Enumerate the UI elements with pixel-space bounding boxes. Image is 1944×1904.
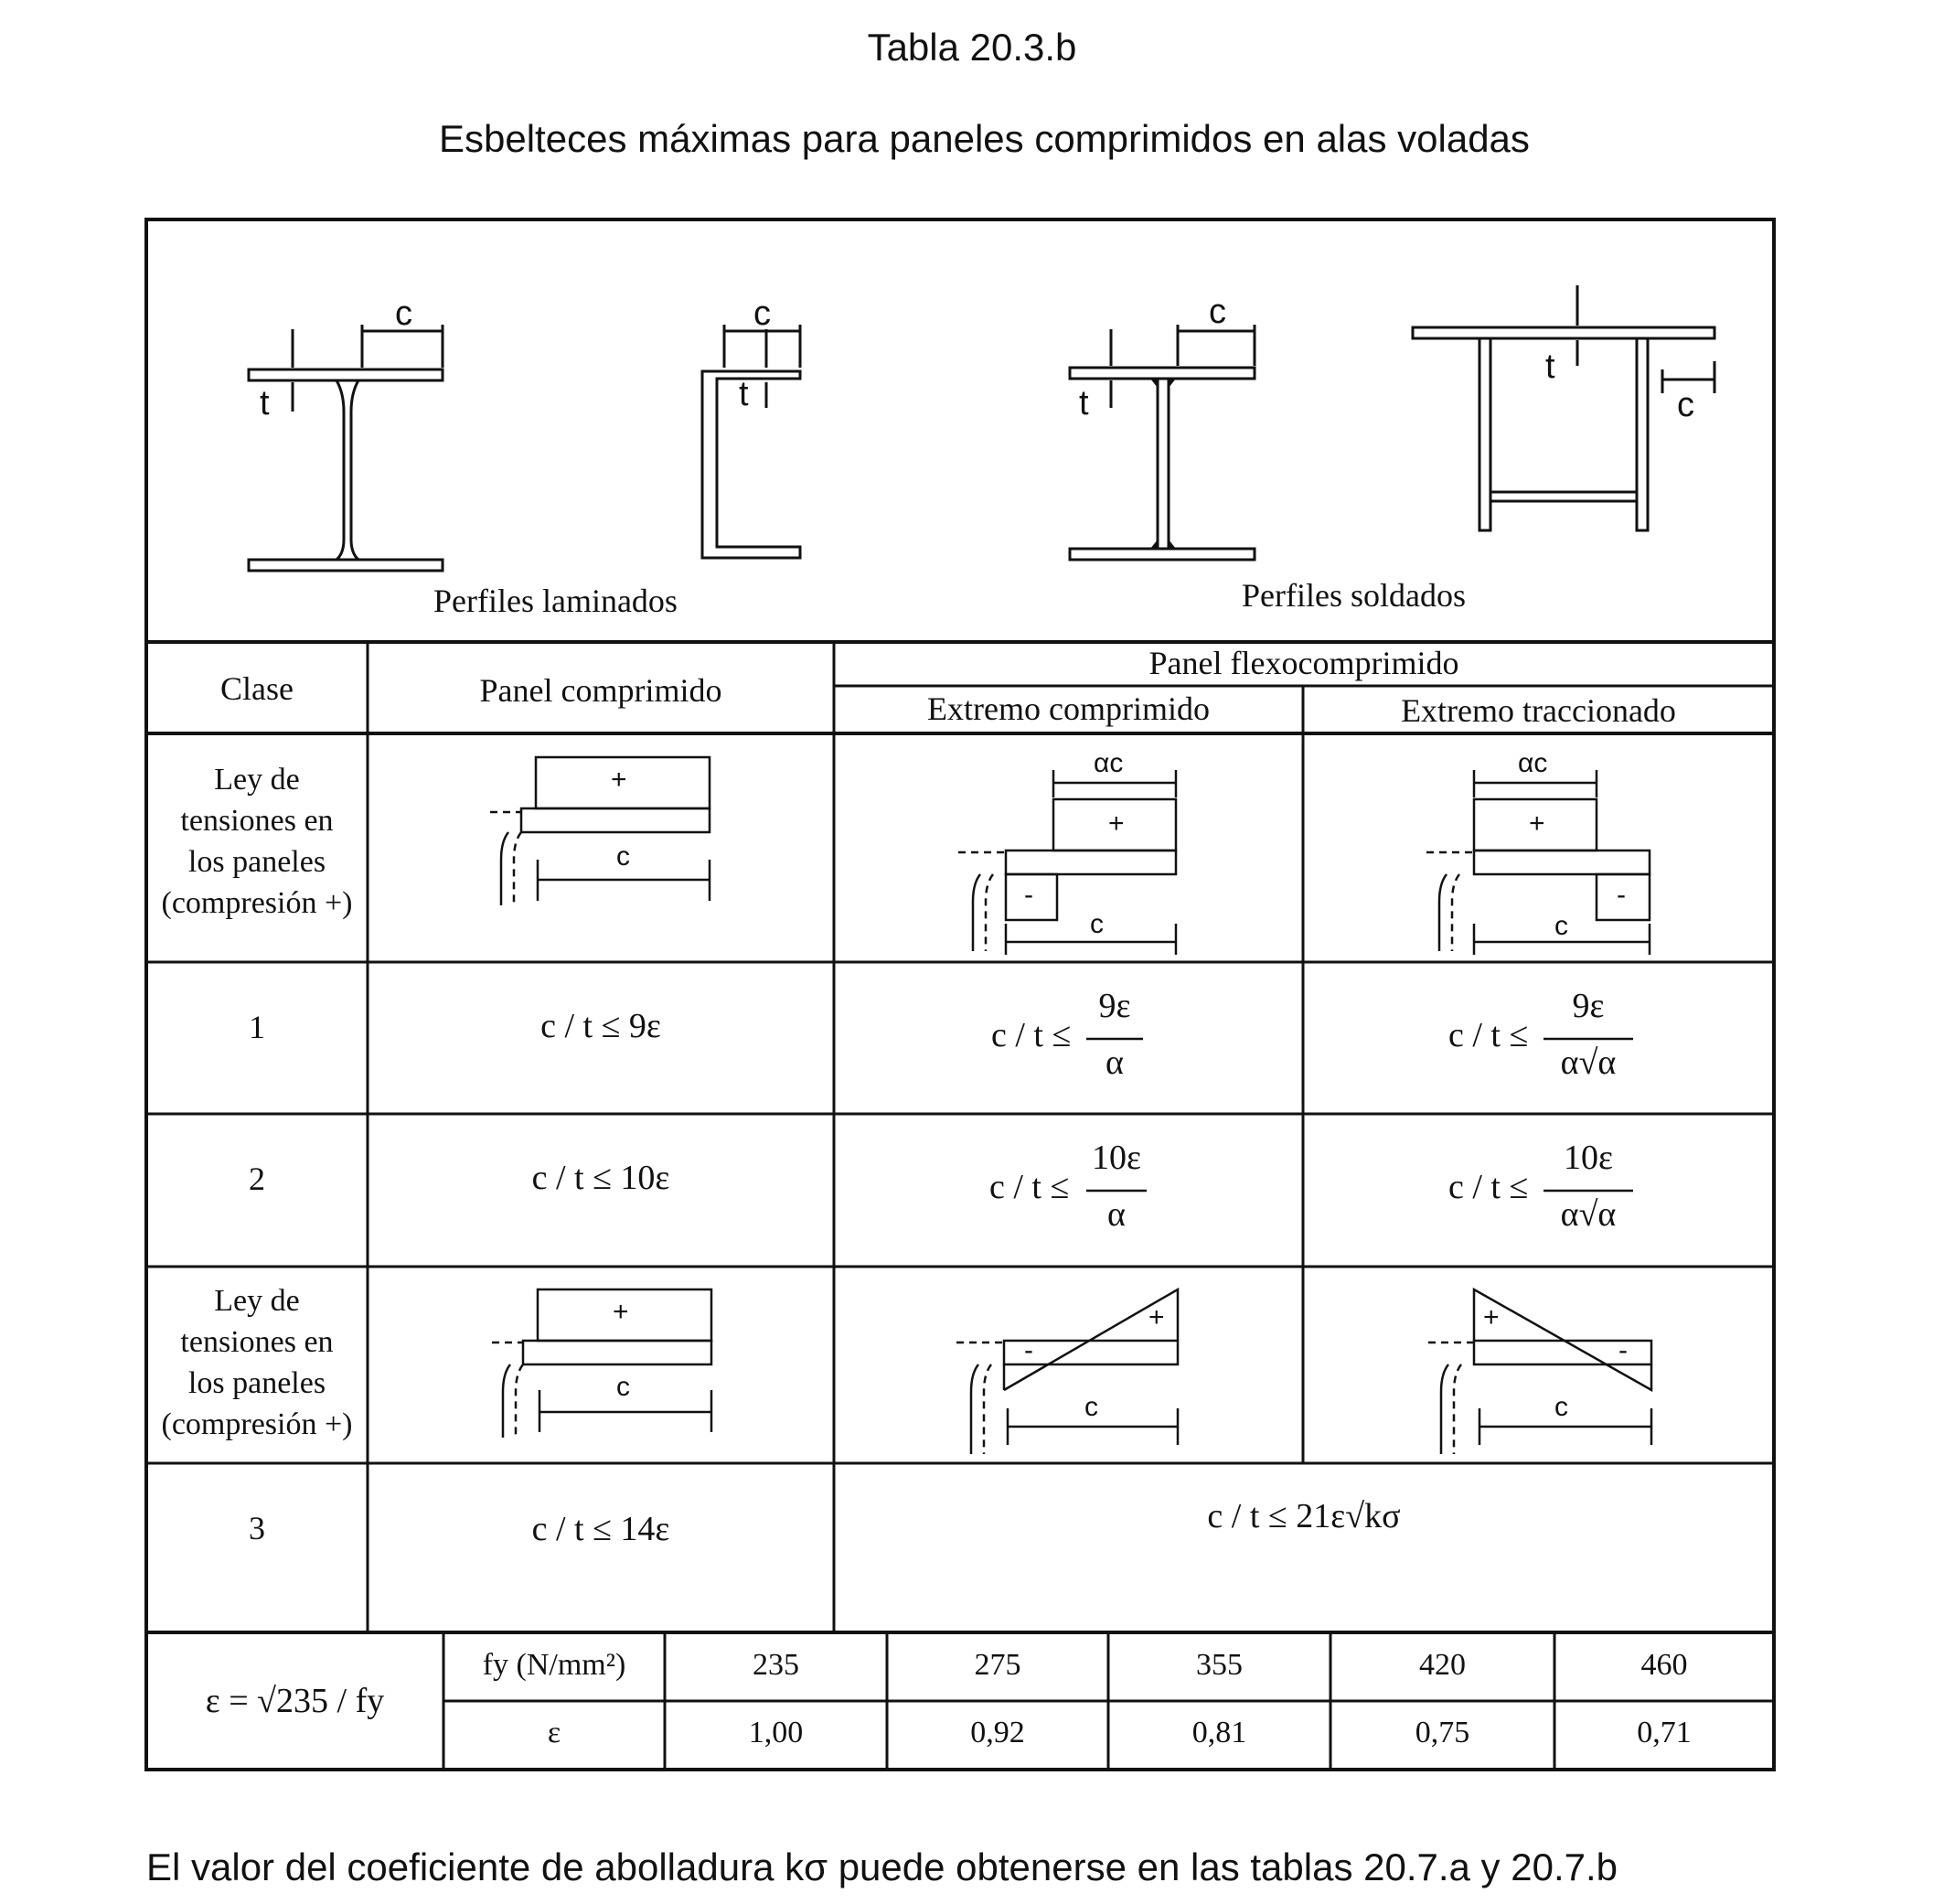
header-panel-flexocomprimido: Panel flexocomprimido [1148, 645, 1459, 681]
dim-c-label: c [753, 294, 771, 333]
fy-value: 235 [753, 1648, 799, 1682]
dim-c-label: c [1554, 911, 1568, 941]
epsilon-value: 0,71 [1637, 1716, 1692, 1749]
stress-diagram-compressed-2 [492, 1289, 711, 1438]
ext-trac-numerator-2: 10ε [1564, 1139, 1613, 1177]
minus-mark: - [1024, 880, 1033, 910]
plus-mark: + [1483, 1302, 1500, 1332]
epsilon-value: 0,81 [1191, 1716, 1247, 1749]
welded-i-profile [1070, 325, 1255, 560]
limit-flexo-3: c / t ≤ 21ε√kσ [1207, 1497, 1401, 1535]
dim-c-label: c [1084, 1392, 1098, 1422]
dim-t-label: t [1545, 348, 1555, 386]
ext-trac-numerator-1: 9ε [1572, 987, 1605, 1025]
dim-c-label: c [616, 1372, 630, 1402]
stress-diagram-ext-trac-2 [1428, 1289, 1651, 1454]
plus-mark: + [1108, 808, 1125, 839]
limit-lhs: c / t ≤ [1448, 1016, 1529, 1054]
stress-diagram-ext-comp-2 [956, 1289, 1178, 1454]
stress-diagram-ext-comp-1 [958, 770, 1176, 955]
dim-c-label: c [1677, 386, 1694, 424]
header-extremo-traccionado: Extremo traccionado [1401, 692, 1676, 729]
alpha-c-label: αc [1518, 748, 1548, 778]
ext-trac-denominator-2: α√α [1560, 1195, 1617, 1234]
epsilon-value: 1,00 [748, 1716, 804, 1749]
epsilon-label: ε [547, 1716, 561, 1749]
header-extremo-comprimido: Extremo comprimido [927, 690, 1210, 727]
dim-t-label: t [739, 375, 749, 413]
stress-diagram-compressed-1 [490, 757, 710, 905]
welded-profiles-label: Perfiles soldados [1242, 577, 1466, 614]
epsilon-value: 0,92 [970, 1716, 1025, 1749]
minus-mark: - [1617, 880, 1626, 910]
plus-mark: + [1148, 1302, 1165, 1332]
fy-value: 275 [974, 1648, 1021, 1682]
stress-law-label: Ley de tensiones en los paneles (compresión +) [161, 1284, 353, 1441]
limit-compressed-2: c / t ≤ 10ε [531, 1159, 670, 1197]
ext-comp-denominator-2: α [1107, 1195, 1126, 1234]
class-3: 3 [249, 1510, 265, 1546]
limit-lhs: c / t ≤ [1448, 1168, 1529, 1206]
class-1: 1 [249, 1009, 265, 1045]
plus-mark: + [611, 765, 627, 795]
dim-c-label: c [616, 841, 630, 872]
class-2: 2 [249, 1161, 265, 1197]
alpha-c-label: αc [1094, 748, 1124, 778]
rolled-channel-profile [702, 325, 800, 558]
fy-value: 420 [1419, 1648, 1466, 1682]
table-title: Tabla 20.3.b [867, 26, 1077, 69]
ext-trac-denominator-1: α√α [1560, 1043, 1617, 1082]
footnote: El valor del coeficiente de abolladura kσ puede obtenerse en las tablas 20.7.a y 20.7.b [146, 1845, 1618, 1888]
minus-mark: - [1618, 1335, 1628, 1365]
limit-compressed-3: c / t ≤ 14ε [531, 1510, 670, 1548]
header-panel-comprimido: Panel comprimido [479, 672, 722, 709]
dim-c-label: c [1554, 1392, 1568, 1422]
epsilon-value: 0,75 [1415, 1716, 1470, 1749]
minus-mark: - [1024, 1335, 1033, 1365]
ext-comp-denominator-1: α [1106, 1043, 1124, 1082]
limit-compressed-1: c / t ≤ 9ε [540, 1007, 661, 1045]
ext-comp-numerator-1: 9ε [1098, 987, 1131, 1025]
rolled-profiles-label: Perfiles laminados [433, 583, 678, 619]
welded-box-profile [1413, 285, 1714, 530]
plus-mark: + [1529, 808, 1545, 839]
dim-c-label: c [1090, 909, 1104, 939]
dim-c-label: c [1209, 293, 1226, 331]
dim-t-label: t [1079, 384, 1089, 423]
stress-diagram-ext-trac-1 [1426, 770, 1650, 955]
plus-mark: + [613, 1297, 629, 1327]
header-clase: Clase [220, 670, 294, 707]
dim-t-label: t [260, 384, 270, 423]
fy-value: 355 [1196, 1648, 1243, 1682]
table-subtitle: Esbelteces máximas para paneles comprimidos en alas voladas [439, 117, 1530, 160]
fy-value: 460 [1640, 1648, 1688, 1682]
rolled-i-profile [249, 325, 443, 571]
limit-lhs: c / t ≤ [989, 1168, 1070, 1206]
fy-label: fy (N/mm²) [482, 1648, 626, 1682]
dim-c-label: c [395, 294, 412, 333]
epsilon-formula: ε = √235 / fy [205, 1682, 385, 1720]
stress-law-label: Ley de tensiones en los paneles (compresión +) [161, 763, 353, 920]
limit-lhs: c / t ≤ [991, 1016, 1072, 1054]
ext-comp-numerator-2: 10ε [1092, 1139, 1141, 1177]
